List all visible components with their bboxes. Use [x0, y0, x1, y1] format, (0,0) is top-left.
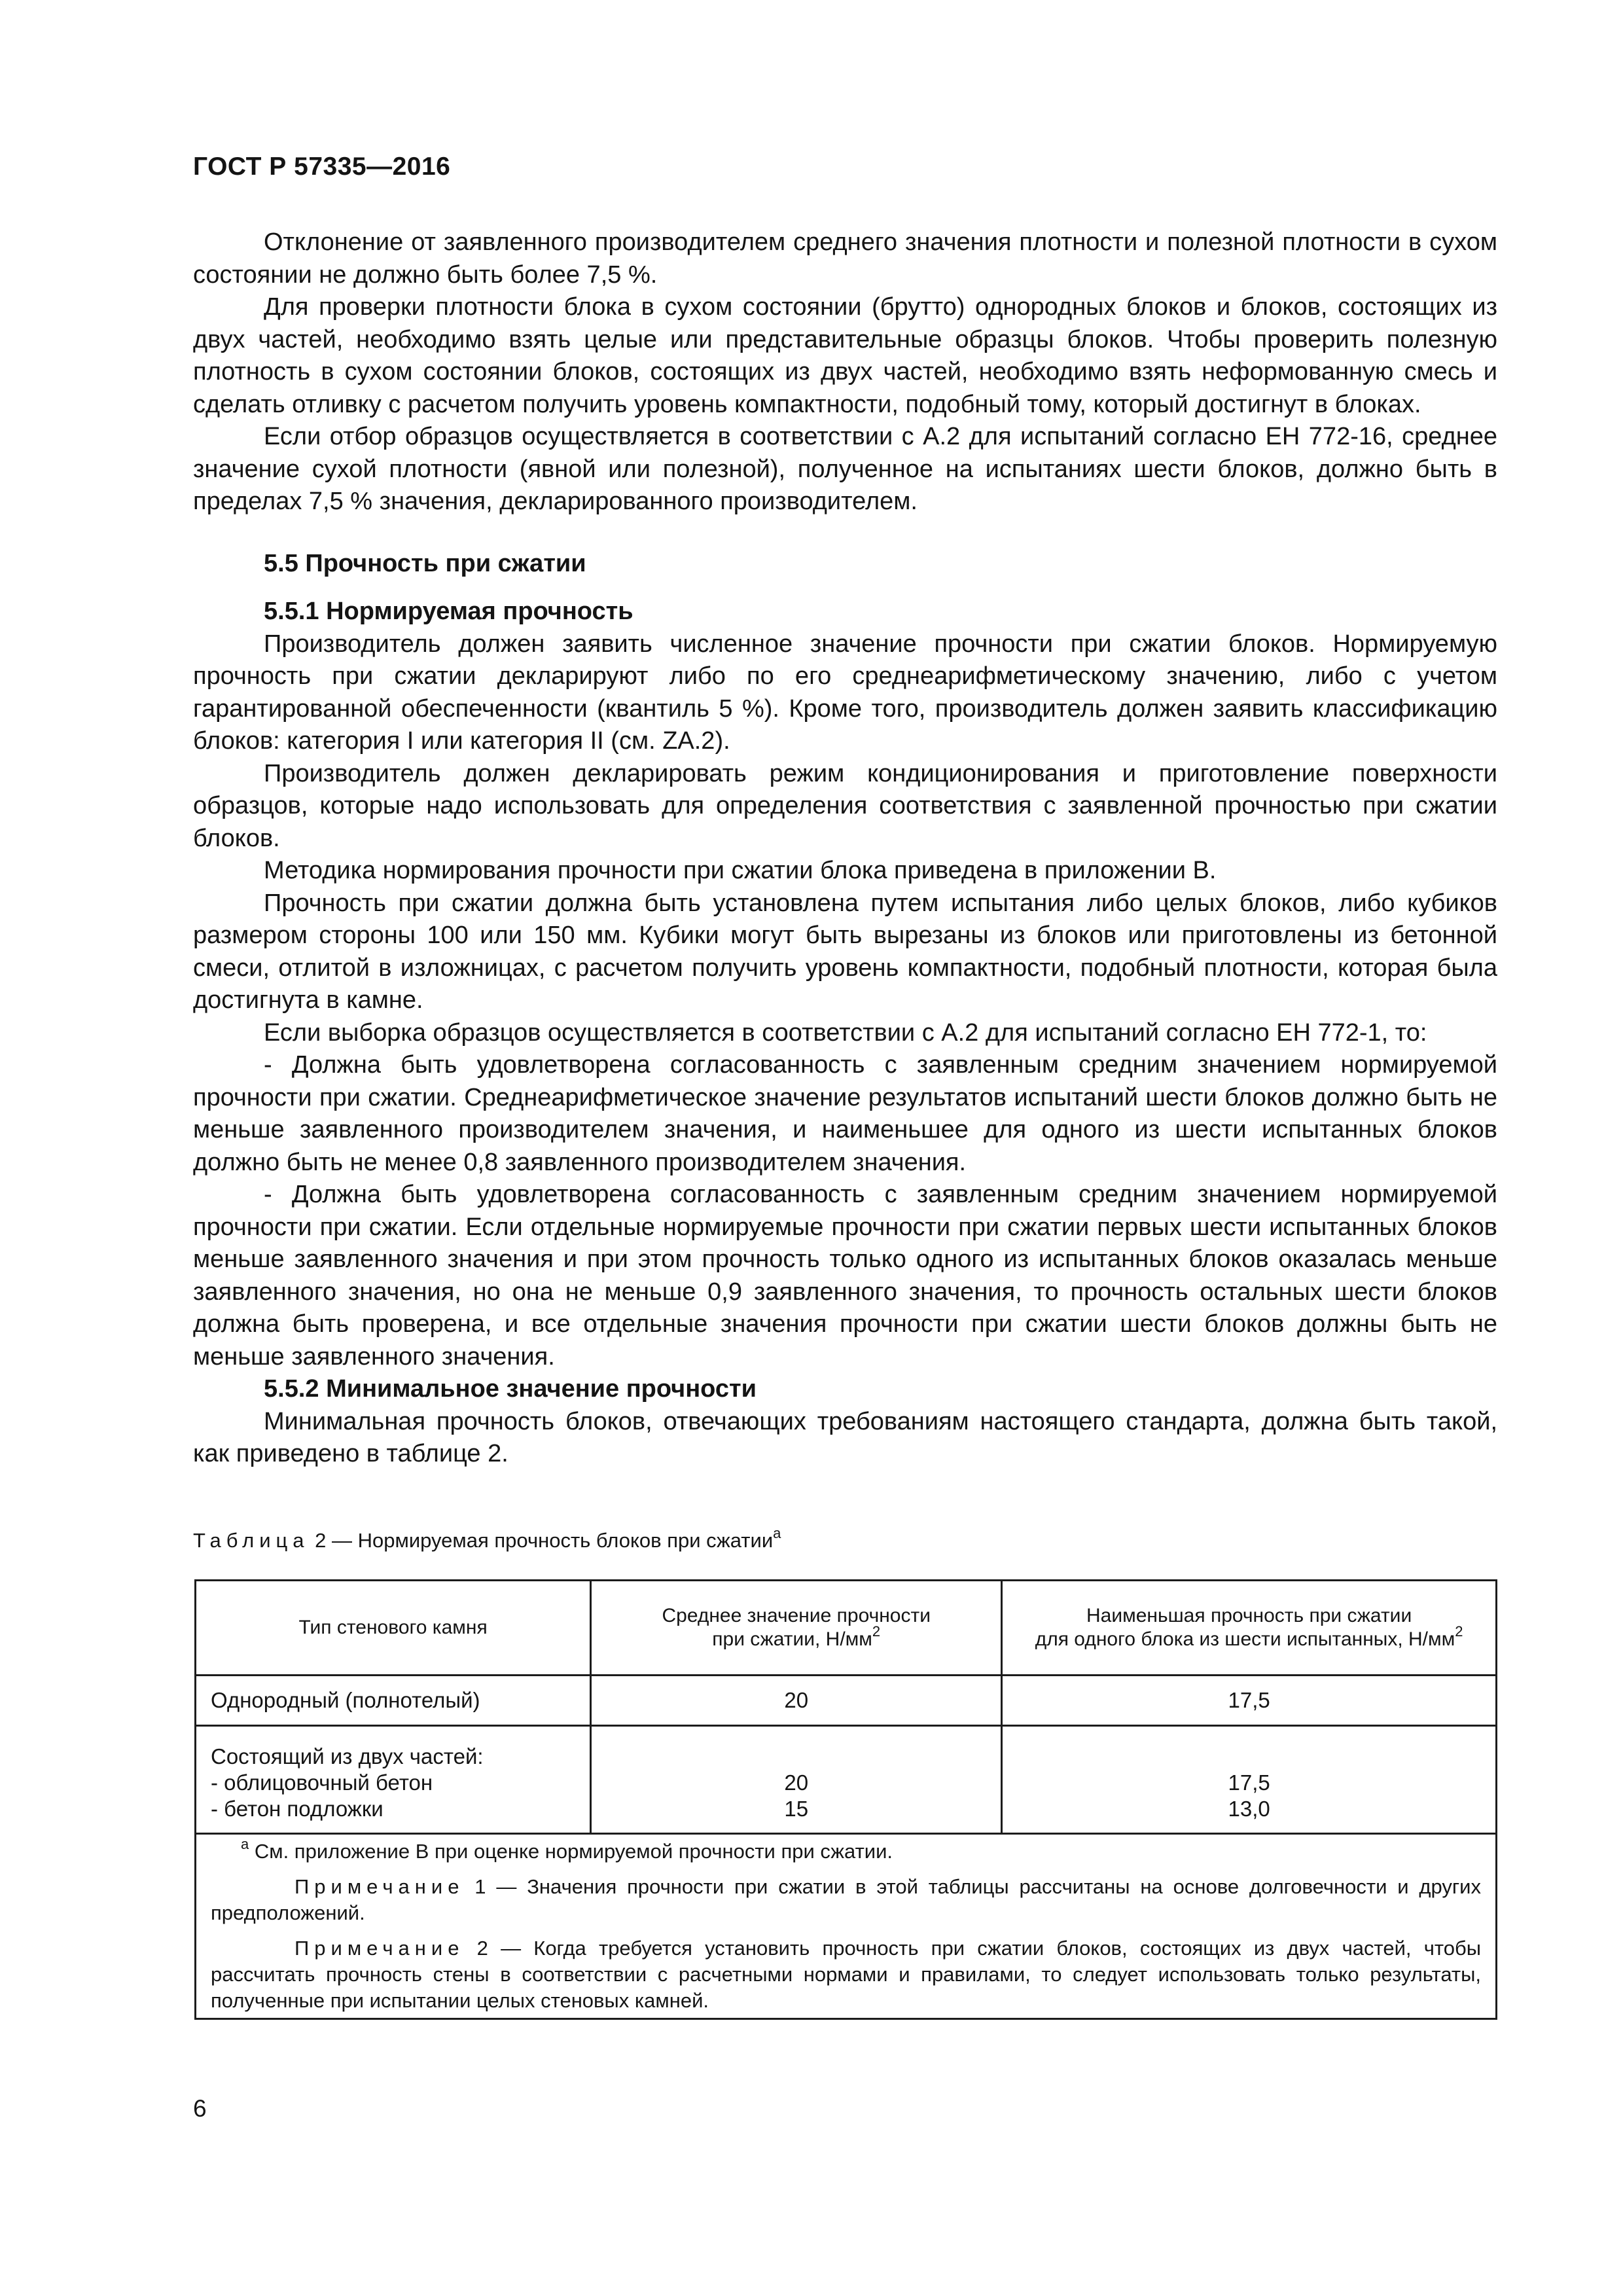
table-caption-footnote-mark: а — [773, 1525, 781, 1541]
table-footer-row — [196, 1834, 1497, 2019]
strength-table — [194, 1579, 1497, 2020]
paragraph: Если отбор образцов осуществляется в соответствии с А.2 для испытаний согласно ЕН 772-16, среднее значение сухой плотности (явной или полезной), полученное на испытаниях шести блоков, должно быть в пределах 7,5 % значения, декларированного производителем. — [193, 423, 1497, 515]
column-header-mean — [591, 1581, 1002, 1676]
document-code: ГОСТ Р 57335—2016 — [193, 152, 451, 181]
note-label: Примечание — [294, 1937, 465, 1960]
cell-min: 17,5 — [1002, 1676, 1497, 1726]
paragraph: Если выборка образцов осуществляется в соответствии с А.2 для испытаний согласно ЕН 772-1, то: — [264, 1018, 1427, 1047]
paragraph: Отклонение от заявленного производителем среднего значения плотности и полезной плотности в сухом состоянии не должно быть более 7,5 %. — [193, 228, 1497, 289]
unit-superscript: 2 — [1455, 1623, 1463, 1640]
footnote-mark: а — [241, 1836, 249, 1852]
unit-superscript: 2 — [872, 1623, 881, 1640]
column-header-min-line1: Наименьшая прочность при сжатии — [1086, 1605, 1412, 1626]
paragraph: Производитель должен декларировать режим кондиционирования и приготовление поверхности образцов, которые надо использовать для определения соответствия с заявленной прочностью при сжатии блоков. — [193, 759, 1497, 852]
paragraph: Прочность при сжатии должна быть установлена путем испытания либо целых блоков, либо кубиков размером стороны 100 или 150 мм. Кубики могут быть вырезаны из блоков или приготовлены из бетонной смеси, отлитой в изложницах, с расчетом получить уровень компактности, подобный плотности, которая была достигнута в камне. — [193, 889, 1497, 1014]
column-header-mean-line1: Среднее значение прочности — [662, 1605, 931, 1626]
cell-value: 15 — [784, 1797, 809, 1821]
list-item: - Должна быть удовлетворена согласованность с заявленным средним значением нормируемой прочности при сжатии. Среднеарифметическое значение результатов испытаний шести блоков должно быть не меньше заявленного производителем значения, и наименьшее для одного из шести испытанных блоков должно быть не менее 0,8 заявленного производителем значения. — [193, 1051, 1497, 1176]
note-text: 1 — Значения прочности при сжатии в этой таблицы рассчитаны на основе долговечности и других предположений. — [211, 1875, 1481, 1924]
cell-mean — [591, 1726, 1002, 1834]
table-caption-label: Таблица — [193, 1529, 310, 1552]
cell-type — [196, 1726, 591, 1834]
cell-type-sub: - облицовочный бетон — [211, 1770, 433, 1795]
column-header-mean-line2: при сжатии, Н/мм — [712, 1628, 872, 1650]
cell-min — [1002, 1726, 1497, 1834]
page-number: 6 — [193, 2095, 207, 2122]
table-row — [196, 1676, 1497, 1726]
table-note-1 — [211, 1874, 1481, 1926]
cell-value: 13,0 — [1228, 1797, 1270, 1821]
cell-type-group: Состоящий из двух частей: — [211, 1744, 484, 1768]
column-header-min-line2: для одного блока из шести испытанных, Н/мм — [1035, 1628, 1455, 1650]
paragraph: Минимальная прочность блоков, отвечающих требованиям настоящего стандарта, должна быть такой, как приведено в таблице 2. — [193, 1407, 1497, 1467]
section-heading-5-5-1: 5.5.1 Нормируемая прочность — [264, 598, 633, 625]
table-notes — [196, 1834, 1497, 2019]
column-header-type: Тип стенового камня — [196, 1581, 591, 1676]
table-caption-text: 2 — Нормируемая прочность блоков при сжатии — [309, 1529, 774, 1552]
paragraph: Для проверки плотности блока в сухом состоянии (брутто) однородных блоков и блоков, состоящих из двух частей, необходимо взять целые или представительные образцы блоков. Чтобы проверить полезную плотность в сухом состоянии блоков, состоящих из двух частей, необходимо взять неформованную смесь и сделать отливку с расчетом получить уровень компактности, подобный тому, который достигнут в блоках. — [193, 293, 1497, 418]
cell-value: 20 — [784, 1770, 809, 1795]
section-heading-5-5: 5.5 Прочность при сжатии — [264, 549, 586, 577]
table-footnote — [211, 1836, 1481, 1865]
note-label: Примечание — [294, 1875, 465, 1898]
paragraph: Производитель должен заявить численное значение прочности при сжатии блоков. Нормируемую прочность при сжатии декларируют либо по его среднеарифметическому значению, либо с учетом гарантированной обеспеченности (квантиль 5 %). Кроме того, производитель должен заявить классификацию блоков: категория I или категория II (см. ZA.2). — [193, 630, 1497, 755]
section-heading-5-5-2: 5.5.2 Минимальное значение прочности — [264, 1375, 757, 1403]
cell-type-sub: - бетон подложки — [211, 1797, 383, 1821]
cell-type: Однородный (полнотелый) — [196, 1676, 591, 1726]
list-item: - Должна быть удовлетворена согласованность с заявленным средним значением нормируемой прочности при сжатии. Если отдельные нормируемые прочности при сжатии первых шести испытанных блоков меньше заявленного значения и при этом прочность только одного из испытанных блоков оказалась меньше заявленного значения, но она не меньше 0,9 заявленного значения, то прочность остальных шести блоков должна быть проверена, и все отдельные значения прочности при сжатии шести блоков должны быть не меньше заявленного значения. — [193, 1181, 1497, 1371]
paragraph: Методика нормирования прочности при сжатии блока приведена в приложении В. — [264, 857, 1217, 884]
table-caption — [193, 1525, 781, 1552]
table-row — [196, 1726, 1497, 1834]
body-text — [193, 226, 1497, 1471]
cell-mean: 20 — [591, 1676, 1002, 1726]
column-header-min — [1002, 1581, 1497, 1676]
table-header-row — [196, 1581, 1497, 1676]
table-note-2 — [211, 1935, 1481, 2014]
footnote-text: См. приложение В при оценке нормируемой прочности при сжатии. — [249, 1840, 893, 1863]
cell-value: 17,5 — [1228, 1770, 1270, 1795]
note-text: 2 — Когда требуется установить прочность при сжатии блоков, состоящих из двух частей, чтобы рассчитать прочность стены в соответствии с расчетными нормами и правилами, то следует использовать только результаты, полученные при испытании целых стеновых камней. — [211, 1937, 1481, 2012]
